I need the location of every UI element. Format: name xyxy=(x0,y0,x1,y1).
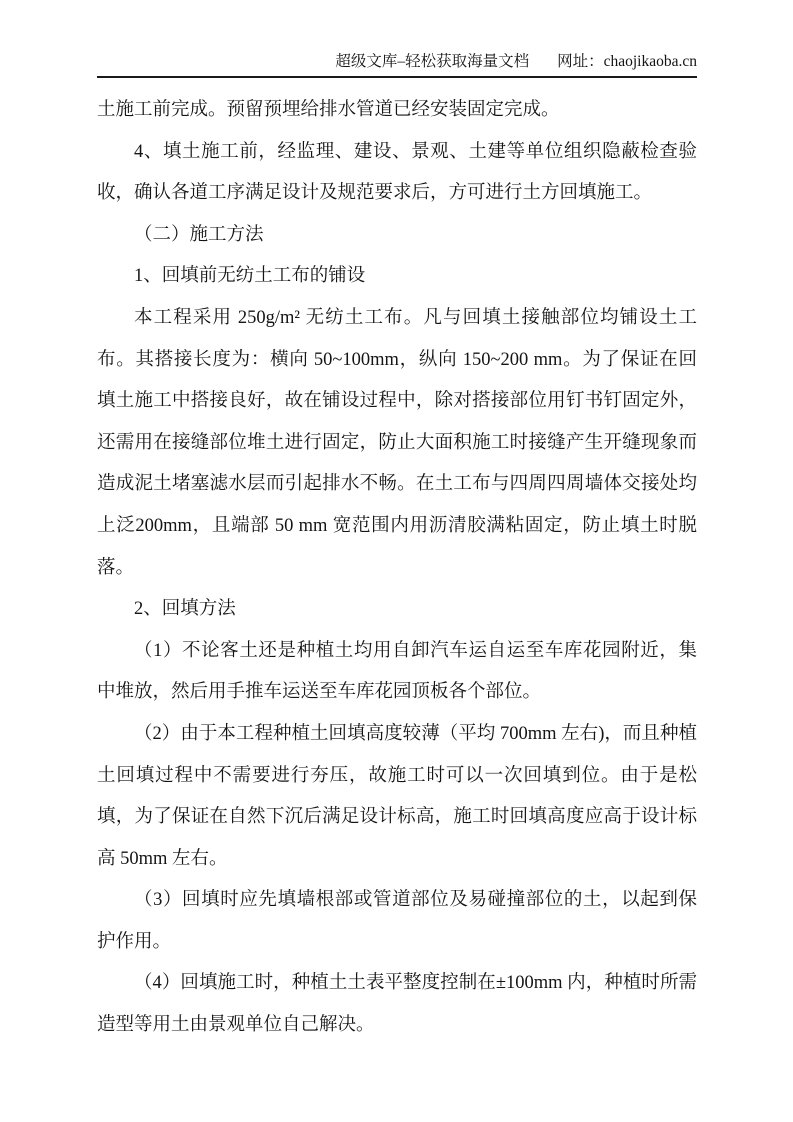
header-site-url: 网址：chaojikaoba.cn xyxy=(557,53,697,70)
paragraph: 本工程采用 250g/m² 无纺土工布。凡与回填土接触部位均铺设土工布。其搭接长度为：横向 50~100mm，纵向 150~200 mm。为了保证在回填土施工中搭接良好，故在铺设过程中，除对搭接部位用钉书钉固定外，还需用在接缝部位堆土进行固定，防止大面积施工时接缝产生开缝现象而造成泥土堵塞滤水层而引起排水不畅。在土工布与四周四周墙体交接处均上泛200mm，且端部 50 mm 宽范围内用沥清胶满粘固定，防止填土时脱落。 xyxy=(97,307,697,578)
paragraph: （4）回填施工时，种植土土表平整度控制在±100mm 内，种植时所需造型等用土由景观单位自己解决。 xyxy=(97,973,697,1036)
page-header xyxy=(97,52,697,78)
paragraph: （1）不论客土还是种植土均用自卸汽车运自运至车库花园附近，集中堆放，然后用手推车运送至车库花园顶板各个部位。 xyxy=(97,640,697,703)
paragraph: 土施工前完成。预留预埋给排水管道已经安装固定完成。 xyxy=(97,100,560,120)
document-body xyxy=(97,90,697,1047)
paragraph: （3）回填时应先填墙根部或管道部位及易碰撞部位的土，以起到保护作用。 xyxy=(97,890,697,952)
paragraph: （2）由于本工程种植土回填高度较薄（平均 700mm 左右)，而且种植土回填过程中不需要进行夯压，故施工时可以一次回填到位。由于是松填，为了保证在自然下沉后满足设计标高，施工时回填高度应高于设计标高 50mm 左右。 xyxy=(97,723,697,869)
paragraph: 2、回填方法 xyxy=(134,599,236,620)
paragraph: 1、回填前无纺土工布的铺设 xyxy=(134,266,366,287)
paragraph: （二）施工方法 xyxy=(134,224,264,245)
header-site-name: 超级文库–轻松获取海量文档 xyxy=(335,53,530,70)
paragraph: 4、填土施工前，经监理、建设、景观、土建等单位组织隐蔽检查验收，确认各道工序满足设计及规范要求后，方可进行土方回填施工。 xyxy=(97,141,697,204)
